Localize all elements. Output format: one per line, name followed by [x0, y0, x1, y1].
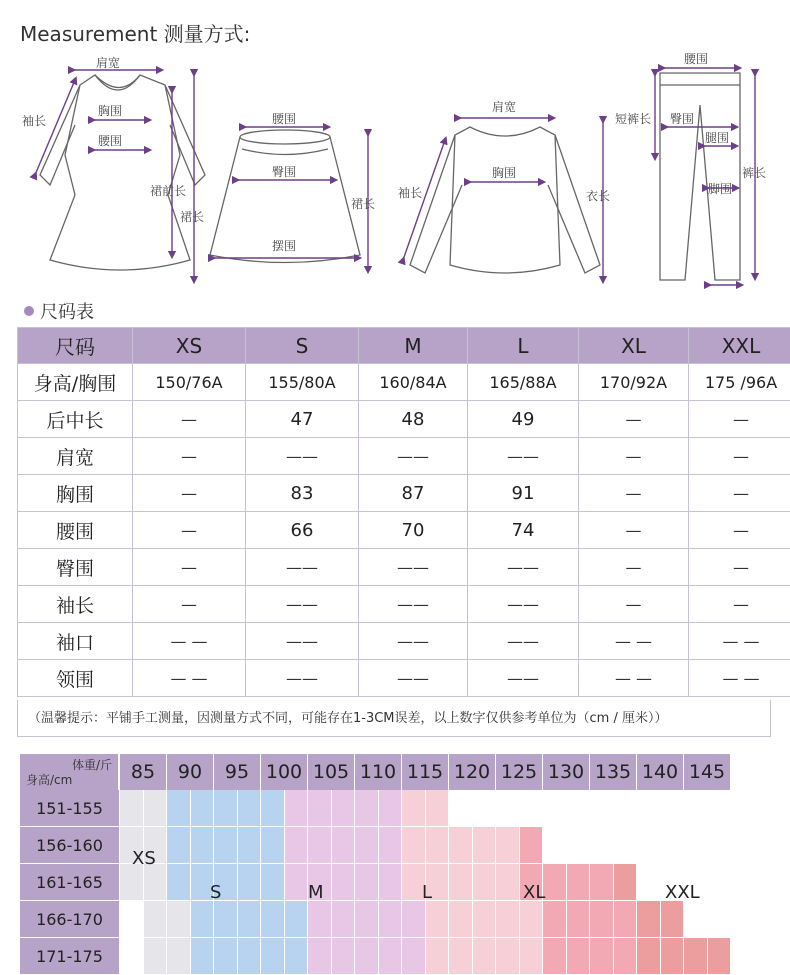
skirt-label-1: 臀围 [272, 165, 296, 179]
pants-label-3: 腿围 [705, 131, 729, 145]
pants-label-4: 裤长 [742, 166, 766, 180]
table-cell: 66 [246, 512, 359, 549]
grid-cell [308, 901, 332, 938]
table-cell: — [689, 512, 790, 549]
grid-cell [238, 790, 262, 827]
grid-cell [590, 938, 614, 975]
table-cell: 70 [359, 512, 468, 549]
table-cell: —— [246, 549, 359, 586]
grid-cell [332, 901, 356, 938]
header-cell: S [246, 328, 359, 364]
table-cell: — [133, 512, 246, 549]
grid-cell [402, 790, 426, 827]
grid-cell [449, 938, 473, 975]
table-cell: — — [133, 623, 246, 660]
grid-cell [426, 790, 450, 827]
grid-corner [20, 754, 119, 790]
grid-cell [567, 901, 591, 938]
table-cell: —— [359, 549, 468, 586]
grid-cell [308, 938, 332, 975]
grid-cell [332, 827, 356, 864]
top-label-2: 袖长 [398, 185, 422, 200]
grid-cell [167, 901, 191, 938]
grid-cell [238, 901, 262, 938]
table-cell: —— [246, 586, 359, 623]
size-table [17, 327, 790, 697]
table-cell: — [689, 438, 790, 475]
table-cell: 47 [246, 401, 359, 438]
measurement-diagrams [0, 45, 790, 295]
grid-cell [120, 790, 144, 827]
table-cell: — — [133, 660, 246, 697]
grid-cell [285, 827, 309, 864]
table-cell: 74 [468, 512, 579, 549]
grid-cell [614, 864, 638, 901]
skirt-label-2: 裙长 [351, 197, 375, 211]
grid-cell [261, 938, 285, 975]
table-cell: — — [689, 660, 790, 697]
table-cell: — [133, 586, 246, 623]
grid-cell [590, 901, 614, 938]
size-table-row [18, 438, 790, 475]
top-illustration [410, 127, 600, 273]
row-header-cell: 腰围 [18, 512, 133, 549]
height-row-header: 151-155 [20, 790, 119, 827]
table-cell: 49 [468, 401, 579, 438]
grid-cell [285, 790, 309, 827]
size-zone-label: L [422, 882, 432, 903]
header-cell: L [468, 328, 579, 364]
table-cell: —— [246, 660, 359, 697]
grid-cell [332, 864, 356, 901]
table-cell: —— [468, 660, 579, 697]
header-cell: M [359, 328, 468, 364]
pants-label-1: 短裤长 [615, 112, 651, 126]
table-cell: 83 [246, 475, 359, 512]
size-table-row [18, 512, 790, 549]
table-cell: 155/80A [246, 364, 359, 401]
height-row-header: 161-165 [20, 864, 119, 901]
weight-header: 145 [684, 754, 731, 790]
skirt-label-3: 摆围 [272, 238, 296, 253]
size-table-row [18, 364, 790, 401]
grid-cell [261, 827, 285, 864]
grid-cell [120, 864, 144, 901]
table-cell: —— [468, 438, 579, 475]
measurement-note: （温馨提示：平铺手工测量，因测量方式不同，可能存在1-3CM误差，以上数字仅供参考单位为（cm / 厘米）） [17, 700, 771, 737]
grid-cell [426, 938, 450, 975]
top-label-3: 衣长 [586, 189, 610, 203]
table-cell: 150/76A [133, 364, 246, 401]
table-cell: —— [468, 586, 579, 623]
grid-cell [496, 938, 520, 975]
grid-cell [355, 864, 379, 901]
grid-cell [191, 938, 215, 975]
pants-label-0: 腰围 [684, 52, 708, 66]
grid-cell [355, 790, 379, 827]
grid-cell [449, 864, 473, 901]
grid-cell [496, 827, 520, 864]
height-row-header: 166-170 [20, 901, 119, 938]
row-header-cell: 肩宽 [18, 438, 133, 475]
weight-header: 125 [496, 754, 543, 790]
table-cell: 165/88A [468, 364, 579, 401]
grid-cell [473, 864, 497, 901]
grid-cell [567, 864, 591, 901]
header-cell: XXL [689, 328, 790, 364]
grid-cell [567, 938, 591, 975]
garment-illustrations [0, 45, 790, 295]
pants-label-2: 臀围 [670, 112, 694, 126]
grid-cell [214, 901, 238, 938]
grid-cell [661, 938, 685, 975]
weight-header: 115 [402, 754, 449, 790]
grid-cell [120, 901, 144, 938]
table-cell: — [133, 438, 246, 475]
grid-cell [332, 938, 356, 975]
row-header-cell: 后中长 [18, 401, 133, 438]
grid-cell [285, 864, 309, 901]
grid-cell [496, 901, 520, 938]
height-row-header: 156-160 [20, 827, 119, 864]
table-cell: —— [359, 586, 468, 623]
size-zone-label: XS [132, 848, 156, 869]
grid-cell [214, 790, 238, 827]
weight-header: 110 [355, 754, 402, 790]
pants-label-5: 脚围 [708, 181, 732, 196]
table-cell: 175 /96A [689, 364, 790, 401]
weight-header: 85 [120, 754, 167, 790]
size-zone-label: XXL [665, 882, 700, 903]
table-cell: 48 [359, 401, 468, 438]
grid-cell [167, 790, 191, 827]
table-cell: — [133, 475, 246, 512]
grid-cell [261, 864, 285, 901]
grid-cell [520, 827, 544, 864]
grid-cell [590, 864, 614, 901]
table-cell: — [579, 475, 689, 512]
grid-cell [473, 938, 497, 975]
grid-cell [637, 901, 661, 938]
size-chart-heading [24, 298, 94, 324]
grid-cell [473, 827, 497, 864]
weight-header: 100 [261, 754, 308, 790]
grid-cell [708, 938, 732, 975]
grid-cell [520, 938, 544, 975]
grid-cell [238, 864, 262, 901]
grid-cell [167, 827, 191, 864]
weight-header: 95 [214, 754, 261, 790]
header-cell: XS [133, 328, 246, 364]
dress-label-5: 裙长 [180, 210, 204, 224]
table-cell: —— [468, 623, 579, 660]
grid-cell [261, 901, 285, 938]
grid-cell [637, 938, 661, 975]
top-label-1: 胸围 [492, 165, 516, 180]
weight-header: 105 [308, 754, 355, 790]
grid-cell [214, 938, 238, 975]
row-header-cell: 袖口 [18, 623, 133, 660]
grid-cell [355, 938, 379, 975]
dress-label-2: 胸围 [98, 103, 122, 118]
row-header-cell: 袖长 [18, 586, 133, 623]
size-table-row [18, 586, 790, 623]
corner-height-label: 身高/cm [26, 771, 72, 788]
dress-label-4: 裙前长 [150, 184, 186, 198]
grid-cell [261, 790, 285, 827]
grid-cell [332, 790, 356, 827]
table-cell: — [579, 438, 689, 475]
size-table-row [18, 623, 790, 660]
grid-cell [191, 901, 215, 938]
table-cell: — — [579, 623, 689, 660]
table-cell: — [689, 475, 790, 512]
grid-cell [238, 827, 262, 864]
size-table-row [18, 401, 790, 438]
table-cell: — [689, 586, 790, 623]
grid-cell [426, 901, 450, 938]
dress-label-0: 肩宽 [96, 55, 120, 70]
grid-cell [449, 901, 473, 938]
table-cell: — [133, 549, 246, 586]
grid-cell [402, 827, 426, 864]
table-cell: —— [468, 549, 579, 586]
grid-cell [379, 827, 403, 864]
size-zone-label: S [210, 882, 221, 903]
table-cell: —— [359, 623, 468, 660]
grid-cell [543, 864, 567, 901]
grid-cell [285, 938, 309, 975]
row-header-cell: 领围 [18, 660, 133, 697]
grid-cell [144, 901, 168, 938]
grid-cell [661, 901, 685, 938]
size-table-row [18, 660, 790, 697]
grid-cell [402, 938, 426, 975]
weight-header: 140 [637, 754, 684, 790]
dress-label-1: 袖长 [22, 113, 46, 128]
size-table-row [18, 549, 790, 586]
grid-cell [449, 827, 473, 864]
table-cell: —— [246, 623, 359, 660]
table-cell: — [133, 401, 246, 438]
header-cell: 尺码 [18, 328, 133, 364]
grid-cell [426, 827, 450, 864]
grid-cell [308, 827, 332, 864]
table-cell: 160/84A [359, 364, 468, 401]
grid-cell [308, 790, 332, 827]
grid-cell [543, 938, 567, 975]
grid-cell [144, 790, 168, 827]
size-zone-label: M [308, 882, 324, 903]
table-cell: — [579, 401, 689, 438]
grid-cell [144, 938, 168, 975]
grid-cell [379, 790, 403, 827]
grid-cell [473, 901, 497, 938]
height-row-header: 171-175 [20, 938, 119, 975]
bullet-dot-icon [24, 306, 34, 316]
grid-cell [191, 790, 215, 827]
weight-header: 120 [449, 754, 496, 790]
table-cell: — [579, 549, 689, 586]
table-cell: — [689, 549, 790, 586]
top-label-0: 肩宽 [492, 99, 516, 114]
grid-cell [379, 864, 403, 901]
grid-cell [167, 864, 191, 901]
grid-cell [614, 901, 638, 938]
skirt-label-0: 腰围 [272, 112, 296, 126]
grid-cell [379, 901, 403, 938]
row-header-cell: 身高/胸围 [18, 364, 133, 401]
size-table-row [18, 475, 790, 512]
grid-cell [167, 938, 191, 975]
row-header-cell: 臀围 [18, 549, 133, 586]
weight-header: 90 [167, 754, 214, 790]
table-cell: — [689, 401, 790, 438]
grid-cell [285, 901, 309, 938]
table-cell: —— [359, 660, 468, 697]
grid-cell [120, 938, 144, 975]
dress-label-3: 腰围 [98, 134, 122, 148]
grid-cell [191, 827, 215, 864]
header-cell: XL [579, 328, 689, 364]
table-cell: — [579, 586, 689, 623]
grid-cell [402, 901, 426, 938]
table-cell: 170/92A [579, 364, 689, 401]
section-title: 尺码表 [40, 298, 94, 324]
size-zone-label: XL [523, 882, 545, 903]
size-table-body [18, 364, 790, 697]
grid-cell [520, 901, 544, 938]
grid-cell [684, 938, 708, 975]
table-cell: — — [689, 623, 790, 660]
corner-weight-label: 体重/斤 [72, 756, 112, 773]
grid-cell [355, 901, 379, 938]
grid-cell [614, 938, 638, 975]
grid-cell [238, 938, 262, 975]
grid-cell [496, 864, 520, 901]
weight-header: 130 [543, 754, 590, 790]
weight-header: 135 [590, 754, 637, 790]
table-cell: 87 [359, 475, 468, 512]
grid-cell [144, 864, 168, 901]
grid-cell [355, 827, 379, 864]
grid-cell [543, 901, 567, 938]
size-table-header-row [18, 328, 790, 364]
table-cell: —— [246, 438, 359, 475]
page-title: Measurement 测量方式: [20, 18, 250, 47]
table-cell: — — [579, 660, 689, 697]
table-cell: 91 [468, 475, 579, 512]
table-cell: —— [359, 438, 468, 475]
table-cell: — [579, 512, 689, 549]
grid-cell [379, 938, 403, 975]
grid-cell [214, 827, 238, 864]
row-header-cell: 胸围 [18, 475, 133, 512]
pants-illustration [660, 73, 740, 280]
